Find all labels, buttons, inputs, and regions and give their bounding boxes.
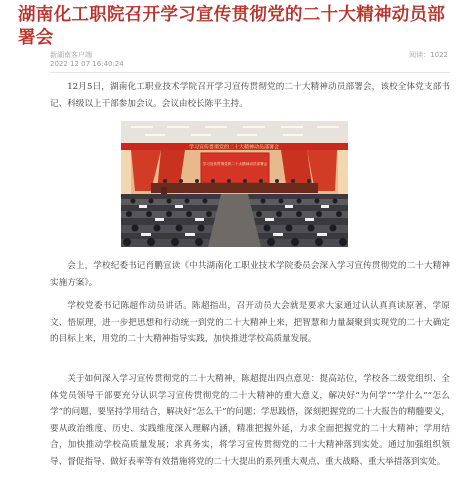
- meeting-photo-svg: [121, 121, 348, 247]
- article-title: 湖南化工职院召开学习宣传贯彻党的二十大精神动员部署会: [18, 5, 446, 48]
- meeting-photo: [121, 121, 348, 247]
- projection-screen: [201, 153, 269, 183]
- screen-text: 学习宣传贯彻党的二十大精神动员部署会: [202, 162, 268, 166]
- divider: [50, 72, 450, 73]
- paragraph-2: 会上，学校纪委书记肖鹏宣读《中共湖南化工职业技术学院委员会深入学习宣传贯彻党的二十大精神实施方案》。: [50, 261, 450, 288]
- banner-text: 学习宣传贯彻党的二十大精神动员部署会: [188, 144, 280, 151]
- article-source[interactable]: 新湖南客户端: [50, 51, 92, 59]
- paragraph-3: 学校党委书记陈超作动员讲话。陈超指出，召开动员大会就是要求大家通过认认真真读原著、学原文、悟原理，进一步把思想和行动统一到党的二十大精神上来，把智慧和力量凝聚到实现党的二十大确定的目标上来，用党的二十大精神指导实践，加快推进学校高质量发展。: [50, 301, 450, 344]
- view-count: 阅读：1022: [409, 51, 448, 59]
- paragraph-intro: 12月5日，湖南化工职业技术学院召开学习宣传贯彻党的二十大精神动员部署会，该校全体党支部书记、科级以上干部参加会议。会议由校长陈平主持。: [50, 82, 450, 109]
- stage-table: [151, 183, 318, 193]
- paragraph-4: 关于如何深入学习宣传贯彻党的二十大精神，陈超提出四点意见：提高站位，学校各二级党组织、全体党员领导干部要充分认识学习宣传贯彻党的二十大精神的重大意义，解决好“为何学”“学什么”“怎么学”的问题，要坚持学用结合，解决好“怎么干”的问题；学思践悟，深刻把握党的二十大报告的精髓要义，要从政治维度、历史、实践维度深入理解内涵，精准把握外延，力求全面把握党的二十大精神；学用结合，加快推动学校高质量发展；求真务实，将学习宣传贯彻党的二十大精神落到实处。通过加强组织领导、督促指导、做好表率等有效措施将党的二十大提出的系列重大观点、重大战略、重大举措落到实处。: [50, 374, 450, 467]
- publish-date: 2022 12 07 16:40:24: [50, 60, 124, 68]
